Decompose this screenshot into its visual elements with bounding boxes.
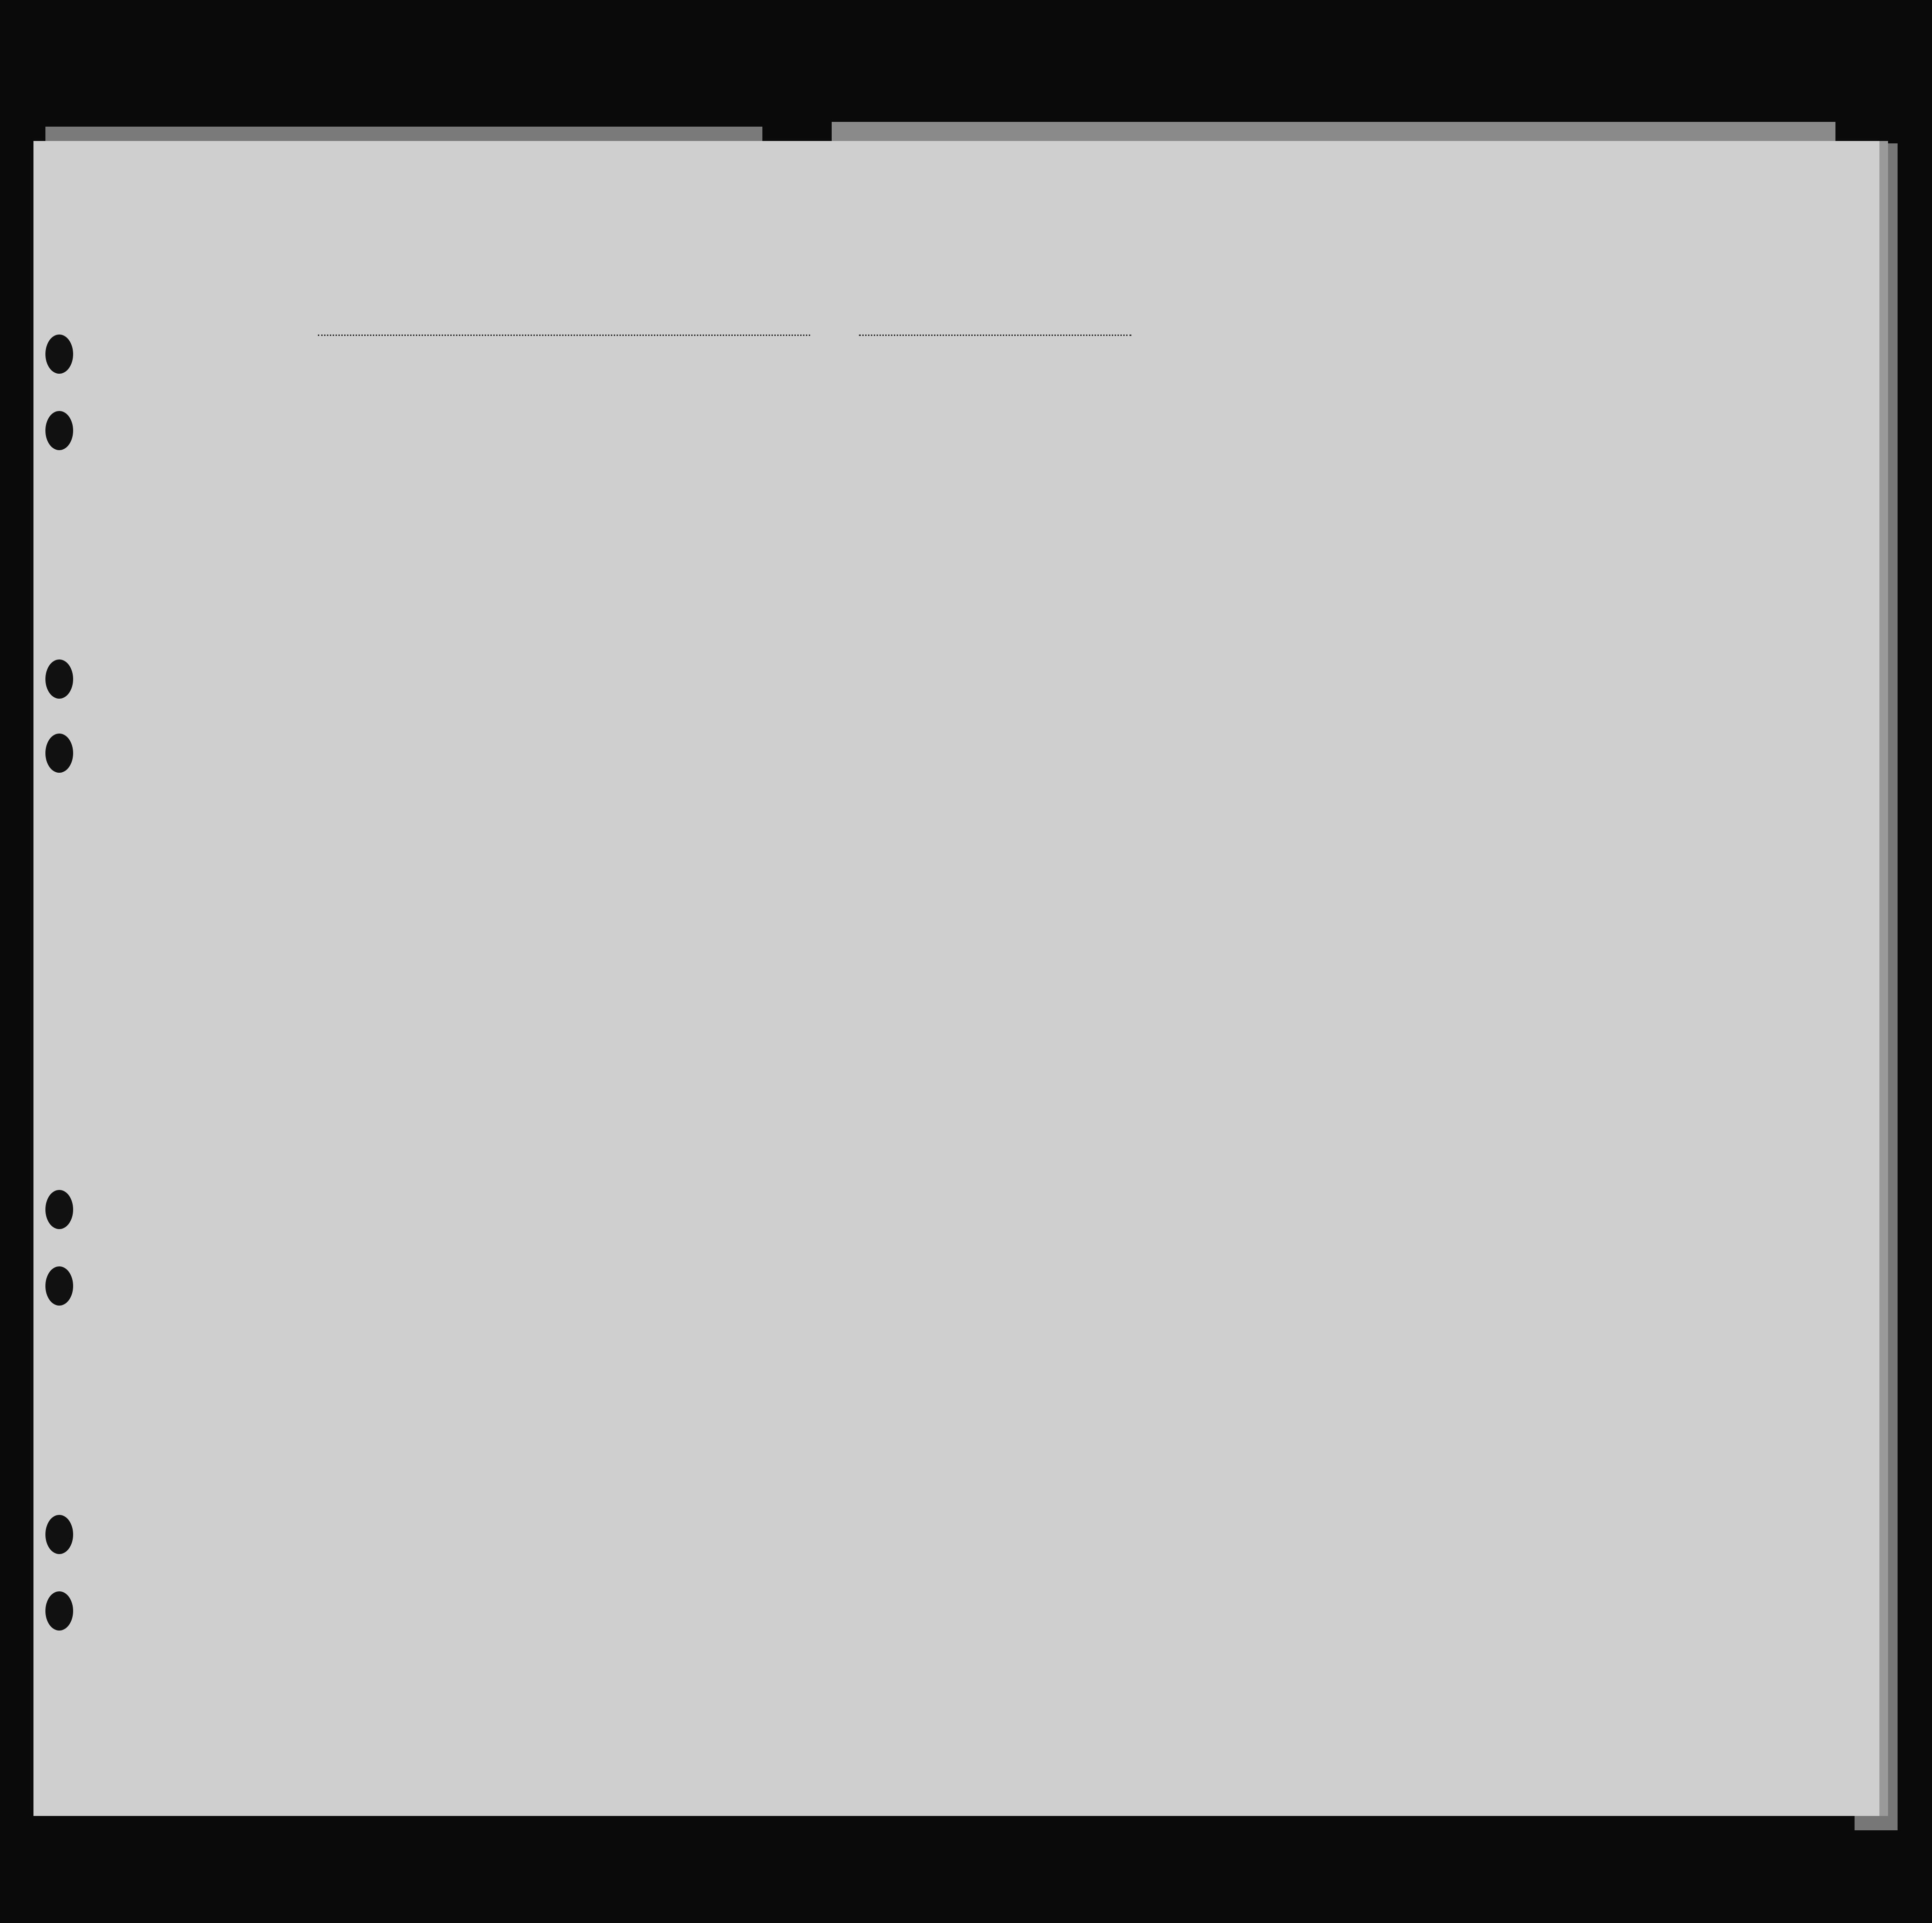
header-col25 — [1220, 397, 1252, 516]
header-col26 — [1262, 397, 1279, 516]
port-dotted-line — [318, 335, 810, 336]
header-col28 — [1312, 397, 1360, 516]
punch-hole — [45, 335, 73, 374]
punch-hole — [45, 734, 73, 773]
header-col34-inches — [1586, 478, 1600, 516]
header-col30 — [1401, 397, 1419, 516]
punch-hole — [45, 1591, 73, 1631]
header-col24a — [1112, 416, 1144, 516]
header-col34-feet — [1562, 487, 1576, 516]
header-col24b — [1153, 416, 1185, 516]
header-col21 — [668, 397, 697, 516]
header-col19 — [546, 392, 575, 516]
header-col31 — [1424, 397, 1442, 516]
punch-hole — [45, 411, 73, 450]
punch-hole — [45, 1190, 73, 1229]
punch-hole — [45, 659, 73, 699]
punch-hole — [45, 1266, 73, 1306]
header-col29 — [1363, 397, 1397, 516]
manifest-page — [33, 141, 1888, 1816]
header-col27 — [1287, 397, 1304, 516]
date-dotted-line — [859, 335, 1131, 336]
punch-hole — [45, 1515, 73, 1554]
header-col24c — [1189, 416, 1221, 516]
